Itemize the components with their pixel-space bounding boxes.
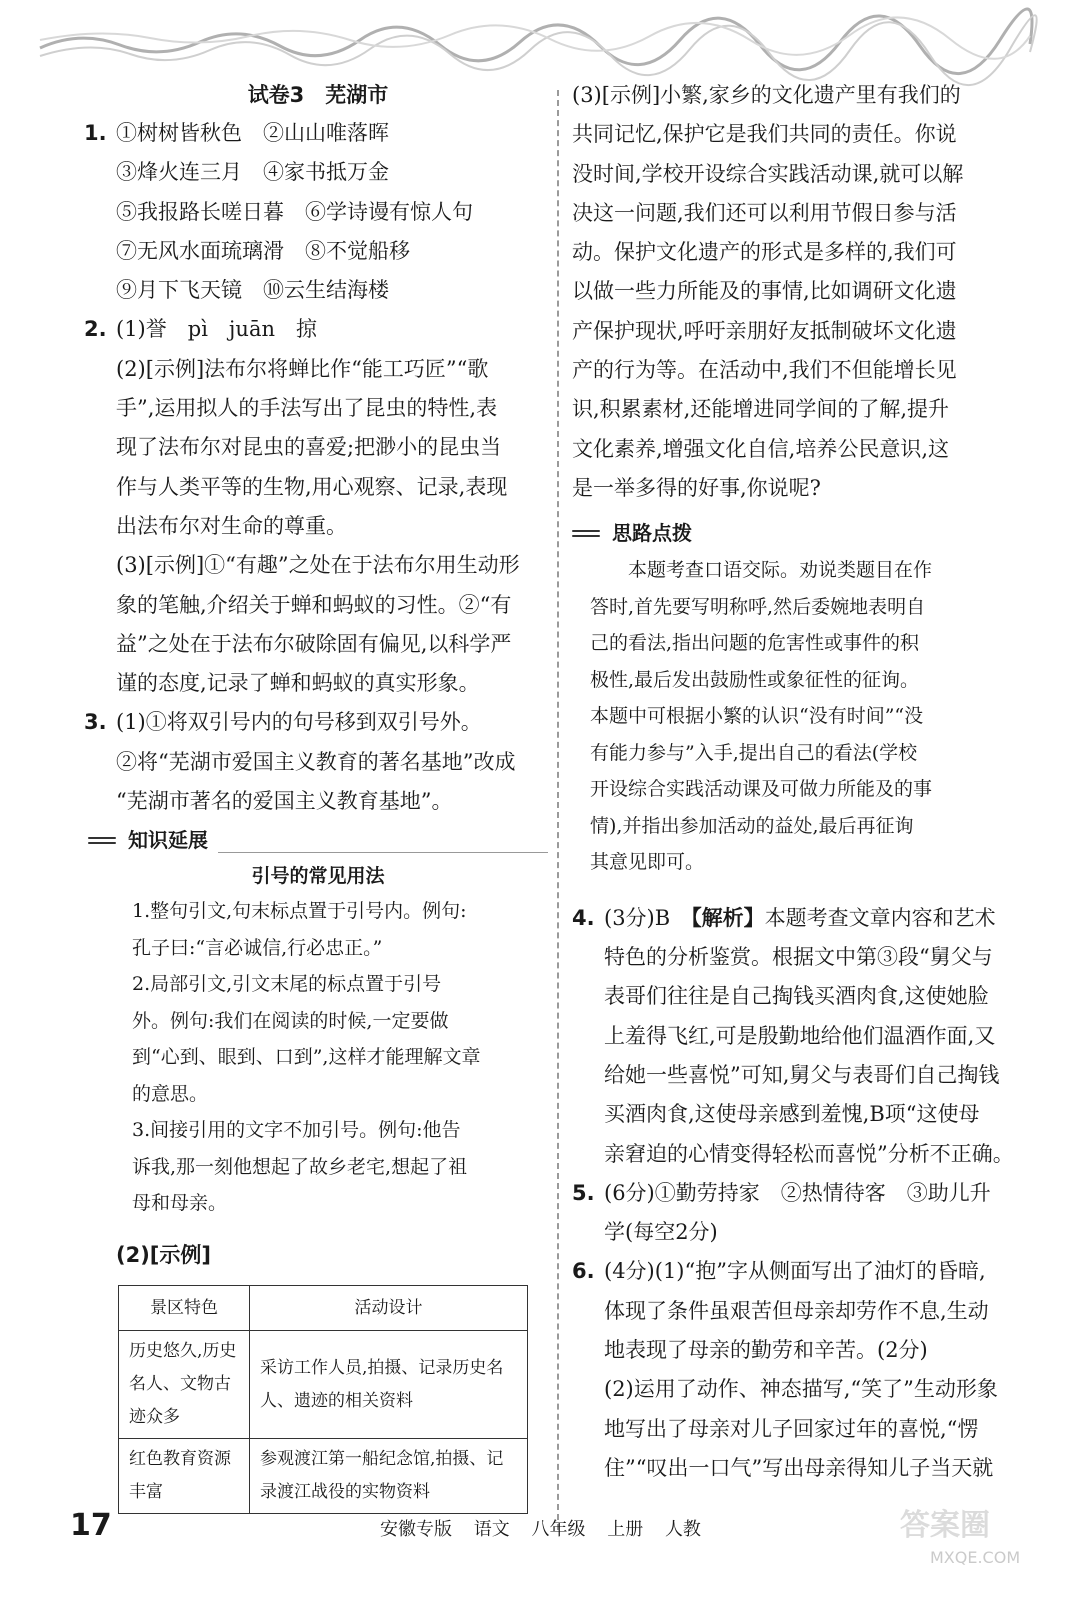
question-3 (84, 703, 548, 821)
answer-line: 买酒肉食,这使母亲感到羞愧,B项“这使母 (604, 1102, 980, 1127)
page-number: 17 (70, 1508, 112, 1543)
answer-line: ⑨月下飞天镜 ⑩云生结海楼 (116, 278, 389, 303)
question-number: 6. (572, 1259, 595, 1284)
q3-part2-label: (2)[示例] (116, 1242, 212, 1267)
footer-volume: 上册 (607, 1519, 644, 1540)
answer-line: 以做一些力所能及的事情,比如调研文化遗 (572, 279, 957, 304)
question-1 (84, 114, 548, 310)
knowledge-line: 3.间接引用的文字不加引号。例句:他告 (132, 1119, 461, 1142)
hint-line: 情),并指出参加活动的益处,最后再征询 (590, 814, 914, 837)
question-number: 3. (84, 710, 107, 735)
answer-line: 表哥们往往是自己掏钱买酒肉食,这使她脸 (604, 984, 989, 1009)
knowledge-line: 孔子曰:“言必诚信,行必忠正。” (132, 936, 383, 959)
answer-line: 地表现了母亲的勤劳和辛苦。(2分) (604, 1338, 928, 1363)
activity-table (118, 1285, 528, 1514)
section-icon (88, 834, 116, 847)
table-cell: 采访工作人员,拍摄、记录历史名人、遗迹的相关资料 (250, 1331, 528, 1439)
answer-line: 是一举多得的好事,你说呢? (572, 475, 821, 500)
knowledge-line: 1.整句引文,句末标点置于引号内。例句: (132, 900, 467, 923)
answer-choice: (3分)B (604, 905, 692, 930)
answer-line: ③烽火连三月 ④家书抵万金 (116, 160, 389, 185)
knowledge-line: 2.局部引文,引文末尾的标点置于引号 (132, 973, 442, 996)
answer-line: 决这一问题,我们还可以利用节假日参与活 (572, 200, 957, 225)
question-6 (572, 1252, 1032, 1488)
question-number: 1. (84, 121, 107, 145)
answer-line: 出法布尔对生命的尊重。 (116, 513, 347, 538)
answer-line: 手”,运用拟人的手法写出了昆虫的特性,表 (116, 396, 498, 421)
footer-edition: 安徽专版 (380, 1519, 452, 1540)
footer-grade: 八年级 (531, 1519, 586, 1540)
question-number: 5. (572, 1180, 595, 1205)
answer-line: 住”“叹出一口气”写出母亲得知儿子当天就 (604, 1455, 994, 1480)
answer-line: 本题考查文章内容和艺术 (764, 905, 996, 930)
answer-line: (1)①将双引号内的句号移到双引号外。 (116, 710, 482, 735)
knowledge-line: 到“心到、眼到、口到”,这样才能理解文章 (132, 1046, 481, 1069)
watermark: 答案圈 (900, 1508, 990, 1543)
answer-line: (3)[示例]①“有趣”之处在于法布尔用生动形 (116, 553, 520, 578)
answer-line: (2)[示例]法布尔将蝉比作“能工巧匠”“歌 (116, 356, 489, 381)
answer-line: 识,积累素材,还能增进同学间的了解,提升 (572, 397, 950, 422)
hint-heading-text: 思路点拨 (612, 521, 692, 546)
hint-line: 本题中可根据小繁的认识“没有时间”“没 (590, 705, 924, 728)
knowledge-line: 母和母亲。 (132, 1192, 228, 1215)
answer-line: ⑦无风水面琉璃滑 ⑧不觉船移 (116, 238, 410, 263)
answer-line: (4分)(1)“抱”字从侧面写出了油灯的昏暗, (604, 1259, 986, 1284)
answer-line: 现了法布尔对昆虫的喜爱;把渺小的昆虫当 (116, 435, 502, 460)
question-4 (572, 899, 1032, 1174)
hint-line: 极性,最后发出鼓励性或象征性的征询。 (590, 668, 920, 691)
knowledge-heading-text: 知识延展 (128, 828, 208, 853)
knowledge-line: 诉我,那一刻他想起了故乡老宅,想起了祖 (132, 1155, 468, 1178)
answer-line: 体现了条件虽艰苦但母亲却劳作不息,生动 (604, 1298, 989, 1323)
question-number: 4. (572, 905, 595, 930)
answer-line: 谨的态度,记录了蝉和蚂蚁的真实形象。 (116, 671, 480, 696)
answer-line: 作与人类平等的生物,用心观察、记录,表现 (116, 474, 508, 499)
knowledge-line: 的意思。 (132, 1082, 209, 1105)
hint-body (572, 552, 1032, 881)
answer-line: 特色的分析鉴赏。根据文中第③段“舅父与 (604, 945, 993, 970)
answer-line: 文化素养,增强文化自信,培养公民意识,这 (572, 436, 950, 461)
table-cell: 历史悠久,历史名人、文物古迹众多 (119, 1331, 250, 1439)
answer-line: (3)[示例]小繁,家乡的文化遗产里有我们的 (572, 83, 961, 107)
watermark-site: MXQE.COM (930, 1548, 1021, 1567)
hint-line: 答时,首先要写明称呼,然后委婉地表明自 (590, 595, 926, 618)
table-cell: 参观渡江第一船纪念馆,拍摄、记录渡江战役的实物资料 (250, 1439, 528, 1514)
hint-line: 本题考查口语交际。劝说类题目在作 (628, 559, 933, 582)
answer-line: 学(每空2分) (604, 1220, 718, 1245)
question-2 (84, 310, 548, 703)
hint-line: 己的看法,指出问题的危害性或事件的积 (590, 632, 920, 655)
footer-info (380, 1515, 701, 1541)
answer-line: 动。保护文化遗产的形式是多样的,我们可 (572, 240, 957, 265)
table-row (119, 1439, 528, 1514)
answer-line: 产的行为等。在活动中,我们不但能增长见 (572, 358, 957, 383)
answer-line: 象的笔触,介绍关于蝉和蚂蚁的习性。②“有 (116, 592, 512, 617)
answer-line: (6分)①勤劳持家 ②热情待客 ③助儿升 (604, 1180, 991, 1205)
hint-line: 有能力参与”入手,提出自己的看法(学校 (590, 741, 918, 764)
answer-line: 产保护现状,呼吁亲朋好友抵制破坏文化遗 (572, 318, 957, 343)
answer-line: ②将“芜湖市爱国主义教育的著名基地”改成 (116, 749, 516, 774)
answer-line: 亲窘迫的心情变得轻松而喜悦”分析不正确。 (604, 1141, 1014, 1166)
footer-publisher: 人教 (664, 1519, 701, 1540)
table-cell: 红色教育资源丰富 (119, 1439, 250, 1514)
knowledge-heading (88, 821, 548, 859)
answer-line: ⑤我报路长嗟日暮 ⑥学诗谩有惊人句 (116, 199, 473, 224)
right-column (572, 76, 1032, 1488)
hint-line: 其意见即可。 (590, 851, 705, 874)
q3-part3 (572, 76, 1032, 508)
column-separator (557, 90, 559, 1530)
decorative-wave-border (0, 0, 1065, 70)
left-column (84, 76, 548, 1514)
answer-line: 上羞得飞红,可是殷勤地给他们温酒作面,又 (604, 1023, 996, 1048)
answer-line: 没时间,学校开设综合实践活动课,就可以解 (572, 161, 964, 186)
footer-subject: 语文 (473, 1519, 510, 1540)
answer-line: ①树树皆秋色 ②山山唯落晖 (116, 121, 389, 145)
table-header: 活动设计 (250, 1286, 528, 1331)
question-number: 2. (84, 317, 107, 342)
knowledge-body (88, 893, 548, 1222)
table-header: 景区特色 (119, 1286, 250, 1331)
hint-line: 开设综合实践活动课及可做力所能及的事 (590, 778, 933, 801)
hint-heading (572, 514, 1032, 552)
answer-line: 地写出了母亲对儿子回家过年的喜悦,“愣 (604, 1416, 979, 1441)
answer-line: 共同记忆,保护它是我们共同的责任。你说 (572, 122, 957, 147)
answer-line: (2)运用了动作、神态描写,“笑了”生动形象 (604, 1377, 998, 1402)
exam-title: 试卷3 芜湖市 (247, 83, 389, 107)
answer-line: 益”之处在于法布尔破除固有偏见,以科学严 (116, 631, 512, 656)
knowledge-subtitle: 引号的常见用法 (251, 865, 385, 888)
analysis-tag: 【解析】 (691, 905, 765, 930)
answer-line: (1)誉 pì juān 掠 (116, 317, 317, 342)
answer-line: 给她一些喜悦”可知,舅父与表哥们自己掏钱 (604, 1062, 1000, 1087)
knowledge-line: 外。例句:我们在阅读的时候,一定要做 (132, 1009, 449, 1032)
table-row (119, 1331, 528, 1439)
answer-line: “芜湖市著名的爱国主义教育基地”。 (116, 789, 453, 814)
table-header-row (119, 1286, 528, 1331)
section-icon (572, 527, 600, 540)
question-5 (572, 1174, 1032, 1253)
